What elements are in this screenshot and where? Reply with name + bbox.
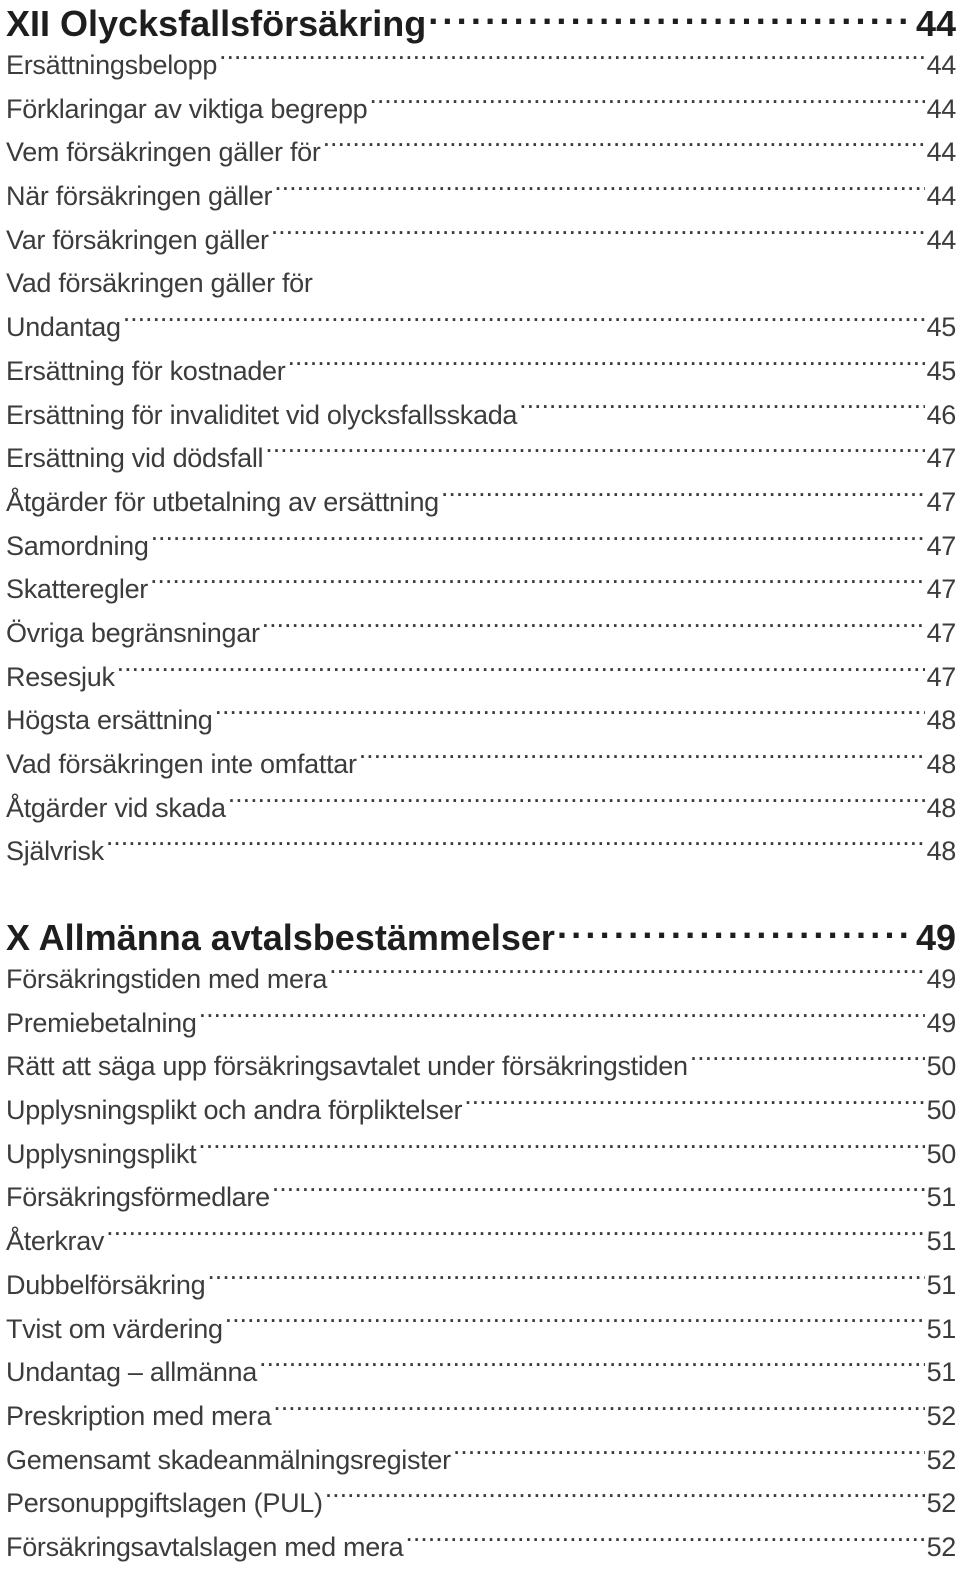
toc-entry-title: Tvist om värdering	[6, 1313, 223, 1344]
toc-dot-leader	[265, 440, 924, 467]
toc-entry-page-number: 44	[926, 50, 956, 80]
toc-dot-leader	[259, 1354, 925, 1381]
toc-dot-leader	[690, 1048, 925, 1075]
toc-entry[interactable]	[6, 44, 956, 88]
toc-entry-page-number: 48	[926, 749, 956, 779]
toc-entry-page-number: 48	[926, 836, 956, 867]
toc-entry-title: Rätt att säga upp försäkringsavtalet under försäkringstiden	[6, 1051, 688, 1082]
toc-dot-leader	[106, 1223, 924, 1250]
toc-entry[interactable]	[6, 262, 956, 306]
toc-entry-page-number: 45	[926, 312, 956, 343]
toc-dot-leader	[287, 353, 924, 380]
toc-entry-page-number: 50	[926, 1095, 956, 1126]
toc-entry-page-number: 45	[926, 355, 956, 386]
toc-entry-title: Resesjuk	[6, 661, 115, 692]
toc-entry-page-number: 50	[926, 1138, 956, 1169]
toc-entry[interactable]	[6, 787, 956, 831]
toc-entry-page-number: 44	[926, 93, 956, 124]
toc-entry-title: Preskription med mera	[6, 1400, 272, 1431]
toc-entry-title: Ersättning för kostnader	[6, 355, 286, 386]
toc-entry-title: Upplysningsplikt	[6, 1138, 197, 1169]
toc-dot-leader	[151, 528, 925, 555]
toc-entry[interactable]	[6, 1176, 956, 1220]
toc-entry[interactable]	[6, 1395, 956, 1439]
toc-dot-leader	[123, 309, 925, 336]
toc-entry-title: Åtgärder vid skada	[6, 792, 226, 823]
toc-entry[interactable]	[6, 1045, 956, 1089]
toc-dot-leader	[329, 961, 924, 988]
toc-entry-page-number: 44	[926, 137, 956, 168]
toc-dot-leader	[464, 1092, 924, 1119]
toc-entry[interactable]	[6, 306, 956, 350]
toc-entry[interactable]	[6, 525, 956, 569]
toc-dot-leader	[106, 833, 925, 860]
toc-entry[interactable]	[6, 175, 956, 219]
toc-entry[interactable]	[6, 1439, 956, 1483]
toc-entry[interactable]	[6, 1133, 956, 1177]
toc-entry-title: Försäkringstiden med mera	[6, 964, 328, 994]
toc-dot-leader	[199, 1005, 925, 1032]
toc-entry-title: Undantag – allmänna	[6, 1357, 257, 1388]
toc-entry[interactable]	[6, 1308, 956, 1352]
toc-entry-title: Förklaringar av viktiga begrepp	[6, 93, 368, 124]
toc-dot-leader	[225, 1311, 925, 1338]
toc-dot-leader	[272, 1179, 925, 1206]
toc-dot-leader	[150, 571, 925, 598]
toc-entry[interactable]	[6, 1482, 956, 1526]
toc-entry[interactable]	[6, 612, 956, 656]
toc-entry-page-number: 47	[926, 574, 956, 605]
toc-entry-title: När försäkringen gäller	[6, 181, 273, 212]
toc-entry-title: Vad försäkringen gäller för	[6, 268, 313, 299]
toc-entry-page-number: 51	[926, 1269, 956, 1300]
toc-entry[interactable]	[6, 1002, 956, 1046]
toc-entry[interactable]	[6, 88, 956, 132]
toc-dot-leader	[405, 1529, 924, 1556]
toc-entry-title: Personuppgiftslagen (PUL)	[6, 1488, 323, 1519]
toc-section-heading[interactable]	[6, 914, 956, 958]
toc-entry-title: Övriga begränsningar	[6, 617, 260, 648]
toc-dot-leader	[219, 47, 925, 74]
toc-entry-page-number: 52	[926, 1400, 956, 1431]
toc-entry[interactable]	[6, 1220, 956, 1264]
toc-entry[interactable]	[6, 131, 956, 175]
toc-entry-page-number: 47	[926, 617, 956, 648]
toc-entry[interactable]	[6, 568, 956, 612]
toc-section-olycksfallsforsakring	[6, 0, 956, 874]
toc-dot-leader	[315, 265, 954, 292]
toc-entry-title: Samordning	[6, 530, 149, 561]
toc-entry[interactable]	[6, 437, 956, 481]
toc-heading-title: XII Olycksfallsförsäkring	[6, 3, 427, 44]
toc-section-heading[interactable]	[6, 0, 956, 44]
toc-entry-page-number: 49	[926, 964, 956, 994]
toc-entry-title: Försäkringsförmedlare	[6, 1182, 270, 1213]
toc-dot-leader	[117, 659, 925, 686]
toc-dot-leader	[273, 1398, 924, 1425]
toc-entry[interactable]	[6, 350, 956, 394]
toc-dot-leader	[369, 91, 924, 118]
toc-entry[interactable]	[6, 743, 956, 787]
toc-heading-page-number: 49	[915, 917, 956, 958]
toc-entry[interactable]	[6, 219, 956, 263]
toc-entry[interactable]	[6, 656, 956, 700]
toc-dot-leader	[359, 746, 925, 773]
toc-entry-title: Gemensamt skadeanmälningsregister	[6, 1444, 451, 1475]
toc-entry[interactable]	[6, 1264, 956, 1308]
toc-entry-title: Undantag	[6, 312, 121, 343]
toc-entry[interactable]	[6, 1089, 956, 1133]
toc-entry-page-number: 44	[926, 181, 956, 212]
toc-heading-page-number: 44	[915, 3, 956, 44]
toc-dot-leader	[325, 1485, 925, 1512]
toc-dot-leader	[453, 1442, 925, 1469]
toc-entry-title: Ersättningsbelopp	[6, 50, 218, 80]
toc-entry-page-number: 48	[926, 705, 956, 736]
toc-entry-page-number: 51	[926, 1357, 956, 1388]
toc-entry-title: Skatteregler	[6, 574, 148, 605]
toc-entry-title: Åtgärder för utbetalning av ersättning	[6, 486, 439, 517]
toc-section-allmanna-avtalsbestammelser	[6, 914, 956, 1570]
toc-entry-title: Premiebetalning	[6, 1007, 197, 1038]
toc-dot-leader	[228, 790, 925, 817]
toc-dot-leader	[271, 222, 925, 249]
toc-dot-leader	[207, 1267, 924, 1294]
toc-entry-title: Vem försäkringen gäller för	[6, 137, 321, 168]
toc-entry-title: Återkrav	[6, 1226, 105, 1257]
toc-entry-title: Vad försäkringen inte omfattar	[6, 749, 357, 779]
toc-entry-page-number: 50	[926, 1051, 956, 1082]
toc-dot-leader	[441, 484, 925, 511]
toc-entry-title: Försäkringsavtalslagen med mera	[6, 1531, 404, 1562]
toc-entry[interactable]	[6, 1526, 956, 1570]
toc-entry-page-number: 46	[926, 399, 956, 430]
toc-entry-title: Högsta ersättning	[6, 705, 213, 736]
toc-dot-leader	[274, 178, 924, 205]
toc-entry-page-number: 51	[926, 1313, 956, 1344]
toc-entry-title: Ersättning för invaliditet vid olycksfallsskada	[6, 399, 518, 430]
toc-entry-page-number: 48	[926, 792, 956, 823]
toc-entry[interactable]	[6, 958, 956, 1002]
toc-entry-page-number: 47	[926, 443, 956, 474]
toc-dot-leader	[519, 397, 924, 424]
toc-dot-leader	[198, 1136, 924, 1163]
toc-entry-page-number: 47	[926, 661, 956, 692]
toc-dot-leader	[262, 615, 925, 642]
toc-entry-page-number: 51	[926, 1182, 956, 1213]
toc-dot-leader	[215, 702, 925, 729]
toc-entry-page-number: 47	[926, 530, 956, 561]
toc-entry[interactable]	[6, 481, 956, 525]
toc-entry[interactable]	[6, 394, 956, 438]
toc-entry-title: Upplysningsplikt och andra förpliktelser	[6, 1095, 463, 1126]
toc-entry-page-number: 44	[926, 224, 956, 255]
toc-entry-title: Självrisk	[6, 836, 104, 867]
toc-entry[interactable]	[6, 830, 956, 874]
toc-entry-title: Dubbelförsäkring	[6, 1269, 206, 1300]
toc-entry-title: Ersättning vid dödsfall	[6, 443, 264, 474]
toc-entry-page-number: 47	[926, 486, 956, 517]
toc-entry[interactable]	[6, 699, 956, 743]
toc-heading-title: X Allmänna avtalsbestämmelser	[6, 917, 555, 958]
toc-entry-page-number: 49	[926, 1007, 956, 1038]
toc-entry[interactable]	[6, 1351, 956, 1395]
toc-entry-page-number: 52	[926, 1444, 956, 1475]
toc-dot-leader	[557, 914, 914, 950]
toc-dot-leader	[323, 134, 925, 161]
toc-entry-page-number: 51	[926, 1226, 956, 1257]
toc-dot-leader	[428, 0, 914, 36]
toc-entry-title: Var försäkringen gäller	[6, 224, 269, 255]
toc-entry-page-number: 52	[926, 1488, 956, 1519]
toc-entry-page-number: 52	[926, 1531, 956, 1562]
